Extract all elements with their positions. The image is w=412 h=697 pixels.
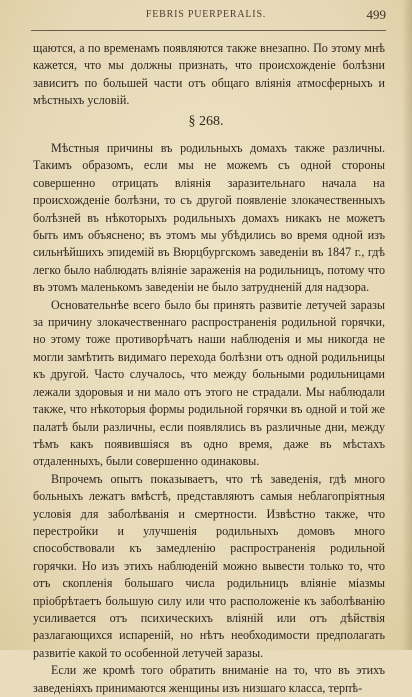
running-title: FEBRIS PUERPERALIS. bbox=[145, 9, 267, 20]
intro-paragraph: щаются, а по временамъ появляются также внезапно. По этому мнѣ кажется, что мы должны признать, что происхожденіе болѣзни зависитъ по большей части отъ общаго вліянія атмосферныхъ и мѣстныхъ условій. bbox=[33, 41, 385, 108]
paragraph: Если же кромѣ того обратить вниманіе на то, что въ этихъ заведеніяхъ принимаются женщины изъ низшаго класса, терпѣ- bbox=[33, 663, 385, 695]
paragraph: Основательнѣе всего было бы принять развитіе летучей заразы за причину злокачественнаго распространенія родильной горячки, но этому тоже противорѣчатъ наши наблюденія и мы никогда не могли замѣтить видимаго перехода болѣзни отъ одной родильницы къ другой. Часто случалось, что между больными родильницами лежали здоровыя и ни мало отъ этого не страдали. Мы наблюдали также, что нѣкоторыя формы родильной горячки въ одной и той же палатѣ были различны, если появлялись въ различные дни, между тѣмъ какъ появившіяся въ одно время, даже въ мѣстахъ отдаленныхъ, были совершенно одинаковы. bbox=[33, 297, 385, 469]
paragraph: Впрочемъ опытъ показываетъ, что тѣ заведенія, гдѣ много больныхъ лежатъ вмѣстѣ, представляютъ самыя неблагопріятныя условія для заболѣванія и смертности. Извѣстно также, что перестройки и улучшенія родильныхъ домовъ много способствовали къ замедленію распространенія родильной горячки. Но изъ этихъ наблюденій можно вывести только то, что отъ скопленія большаго числа родильницъ вліяніе міазмы пріобрѣтаетъ большую силу или что расположеніе къ заболѣванію усиливается отъ психическихъ вліяній или отъ дѣйствія разлагающихся испареній, но нѣтъ необходимости предполагать развитіе какой то особенной летучей заразы. bbox=[33, 471, 385, 660]
intro-block bbox=[33, 40, 385, 110]
running-head bbox=[0, 9, 412, 23]
page-edge-shadow bbox=[402, 0, 412, 650]
header-rule bbox=[31, 30, 386, 31]
page-number: 499 bbox=[366, 7, 386, 22]
section-body bbox=[33, 140, 385, 697]
paragraph: Мѣстныя причины въ родильныхъ домахъ также различны. Такимъ образомъ, если мы не можемъ съ одной стороны совершенно отрицать вліянія заразительнаго начала на происхожденіе болѣзни, то съ другой появленіе злокачественныхъ болѣзней въ нѣкоторыхъ родильныхъ домахъ никакъ не можетъ быть имъ объяснено; въ этомъ мы убѣдились во время одной изъ сильнѣйшихъ эпидемій въ Вюрцбургскомъ заведеніи въ 1847 г., гдѣ легко было наблюдать вліяніе зараженія на родильницъ, потому что въ этомъ маленькомъ заведеніи не было затрудненій для надзора. bbox=[33, 141, 385, 295]
section-heading: § 268. bbox=[188, 114, 224, 129]
